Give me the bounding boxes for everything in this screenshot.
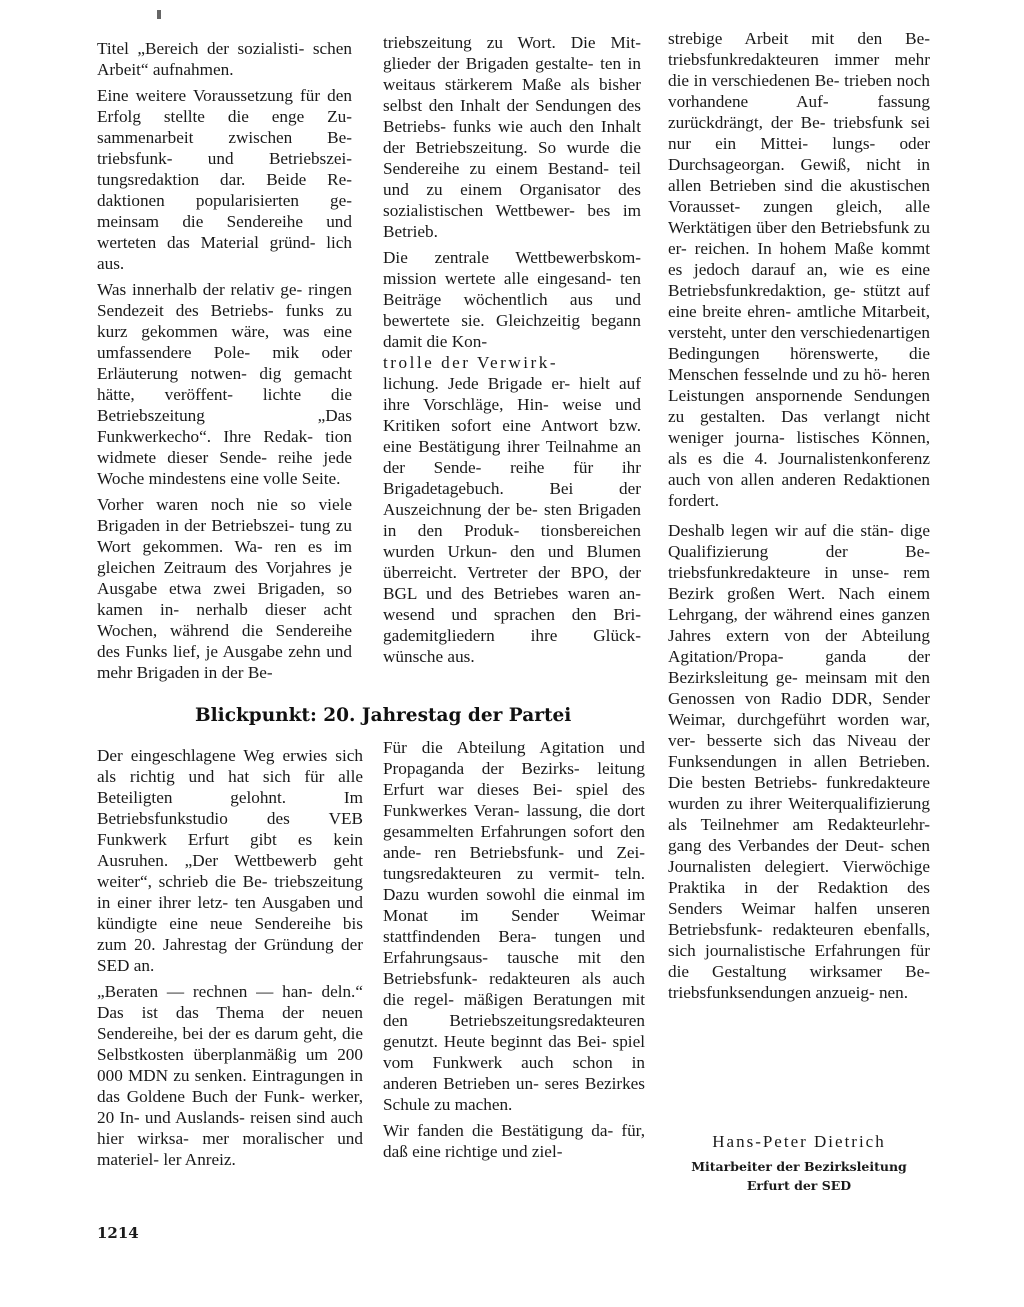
paragraph: lichung. Jede Brigade er- hielt auf ihre Vorschläge, Hin- weise und Kritiken sofort eine Antwort bzw. eine Bestätigung ihrer Teilnahme an der Sende- reihe für ihr Brigadetagebuch. Bei der Auszeichnung der be- sten Brigaden in den Produk- tionsbereichen wurden Urkun- den und Blumen überreicht. Vertreter der BPO, der BGL und des Betriebes waren an- wesend und sprachen den Bri- gademitgliedern ihre Glück- wünsche aus.	[383, 374, 641, 666]
paragraph: Für die Abteilung Agitation und Propaganda der Bezirks- leitung Erfurt war dieses Bei- spiel des Funkwerkes Veran- lassung, die dort gesammelten Erfahrungen sofort den ande- ren Betriebsfunk- und Zei- tungsredakteuren zu vermit- teln. Dazu wurden sowohl die einmal im Monat im Sender Weimar stattfindenden Bera- tungen und Erfahrungsaus- tausche mit den Betriebsfunk- redakteuren als auch die regel- mäßigen Beratungen mit den Betriebszeitungsredakteuren genutzt. Heute beginnt das Bei- spiel vom Funkwerk auch schon in anderen Betrieben un- seres Bezirkes Schule zu machen.	[383, 738, 645, 1114]
column-3	[668, 28, 930, 1008]
paragraph: „Beraten — rechnen — han- deln.“ Das ist das Thema der neuen Sendereihe, bei der es darum geht, die Selbstkosten überplanmäßig um 200 000 MDN zu senken. Eintragungen in das Goldene Buch der Funk- werker, 20 In- und Auslands- reisen sind auch hier wirksa- mer moralischer und materiel- ler Anreiz.	[97, 982, 363, 1169]
paragraph: triebszeitung zu Wort. Die Mit- glieder der Brigaden gestalte- ten in weitaus stärkerem Maße als bisher selbst den Inhalt der Sendungen des Betriebs- funks wie auch den Inhalt der Betriebszeitung. So wurde die Sendereihe zu einem Bestand- teil und zu einem Organisator des sozialistischen Wettbewer- bes im Betrieb.	[383, 33, 641, 241]
author-role	[668, 1157, 930, 1195]
page-number: 1214	[97, 1224, 139, 1242]
paragraph: Der eingeschlagene Weg erwies sich als richtig und hat sich für alle Beteiligten gelohnt. Im Betriebsfunkstudio des VEB Funkwerk Erfurt gibt es kein Ausruhen. „Der Wettbewerb geht weiter“, schrieb die Be- triebszeitung in einer ihrer letz- ten Ausgaben und kündigte eine neue Sendereihe bis zum 20. Jahrestag der Gründung der SED an.	[97, 746, 363, 975]
column-5	[383, 737, 645, 1167]
paragraph: Titel „Bereich der sozialisti- schen Arbeit“ aufnahmen.	[97, 39, 352, 79]
paragraph-spaced: trolle der Verwirk-	[383, 353, 559, 372]
paragraph: Wir fanden die Bestätigung da- für, daß eine richtige und ziel-	[383, 1121, 645, 1161]
column-4	[97, 745, 363, 1175]
paragraph: Deshalb legen wir auf die stän- dige Qualifizierung der Be- triebsfunkredakteure in unse- rem Bezirk großen Wert. Nach einem Lehrgang, der während eines ganzen Jahres extern von der Abteilung Agitation/Propa- ganda der Bezirksleitung ge- meinsam mit den Genossen von Radio DDR, Sender Weimar, durchgeführt worden war, ver- besserte sich das Niveau der Funksendungen in allen Betrieben. Die besten Betriebs- funkredakteure wurden zu ihrer Weiterqualifizierung als Teilnehmer am Redakteurlehr- gang des Verbandes der Deut- schen Journalisten delegiert. Vierwöchige Praktika in der Redaktion des Senders Weimar halfen unseren Betriebsfunk- redakteuren ebenfalls, sich journalistische Erfahrungen für die Gestaltung wirksamer Be- triebsfunksendungen anzueig- nen.	[668, 521, 930, 1002]
paragraph: Vorher waren noch nie so viele Brigaden in der Betriebszei- tung zu Wort gekommen. Wa- ren es im gleichen Zeitraum des Vorjahres je Ausgabe etwa zwei Brigaden, so kamen in- nerhalb dieser acht Wochen, während die Sendereihe des Funks lief, je Ausgabe zehn und mehr Brigaden in der Be-	[97, 495, 352, 682]
paragraph: Die zentrale Wettbewerbskom- mission wertete alle eingesand- ten Beiträge wöchentlich aus und bewertete sie. Gleichzeitig begann damit die Kon-	[383, 248, 641, 351]
column-1	[97, 38, 352, 688]
author-role-line-1: Mitarbeiter der Bezirksleitung	[691, 1159, 907, 1174]
section-heading: Blickpunkt: 20. Jahrestag der Partei	[195, 705, 572, 726]
paragraph: strebige Arbeit mit den Be- triebsfunkredakteuren immer mehr die in verschiedenen Be- trieben noch vorhandene Auf- fassung zurückdrängt, der Be- triebsfunk sei nur ein Mittei- lungs- oder Durchsageorgan. Gewiß, nicht in allen Betrieben sind die akustischen Vorausset- zungen gleich, alle Werktätigen über den Betriebsfunk zu er- reichen. In hohem Maße kommt es jedoch darauf an, wie es eine Betriebsfunkredaktion, ge- stützt auf eine breite ehren- amtliche Mitarbeit, versteht, unter den verschiedenartigen Bedingungen hörenswerte, die Menschen fesselnde und zu hö- heren Leistungen anspornende Sendungen zu gestalten. Das verlangt nicht weniger journa- listisches Können, als es die 4. Journalistenkonferenz auch von allen anderen Redaktionen fordert.	[668, 29, 930, 510]
author-name: Hans-Peter Dietrich	[712, 1132, 886, 1151]
print-mark	[157, 10, 161, 19]
author-role-line-2: Erfurt der SED	[746, 1178, 852, 1193]
column-2	[383, 32, 641, 672]
paragraph: Eine weitere Voraussetzung für den Erfolg stellte die enge Zu- sammenarbeit zwischen Be- triebsfunk- und Betriebszei- tungsredaktion dar. Beide Re- daktionen popularisierten ge- meinsam die Sendereihe und werteten das Material gründ- lich aus.	[97, 86, 352, 273]
paragraph: Was innerhalb der relativ ge- ringen Sendezeit des Betriebs- funks zu kurz gekommen wäre, was eine umfassendere Pole- mik oder Erläuterung notwen- dig gemacht hätte, veröffent- lichte die Betriebszeitung „Das Funkwerkecho“. Ihre Redak- tion widmete dieser Sende- reihe jede Woche mindestens eine volle Seite.	[97, 280, 352, 488]
